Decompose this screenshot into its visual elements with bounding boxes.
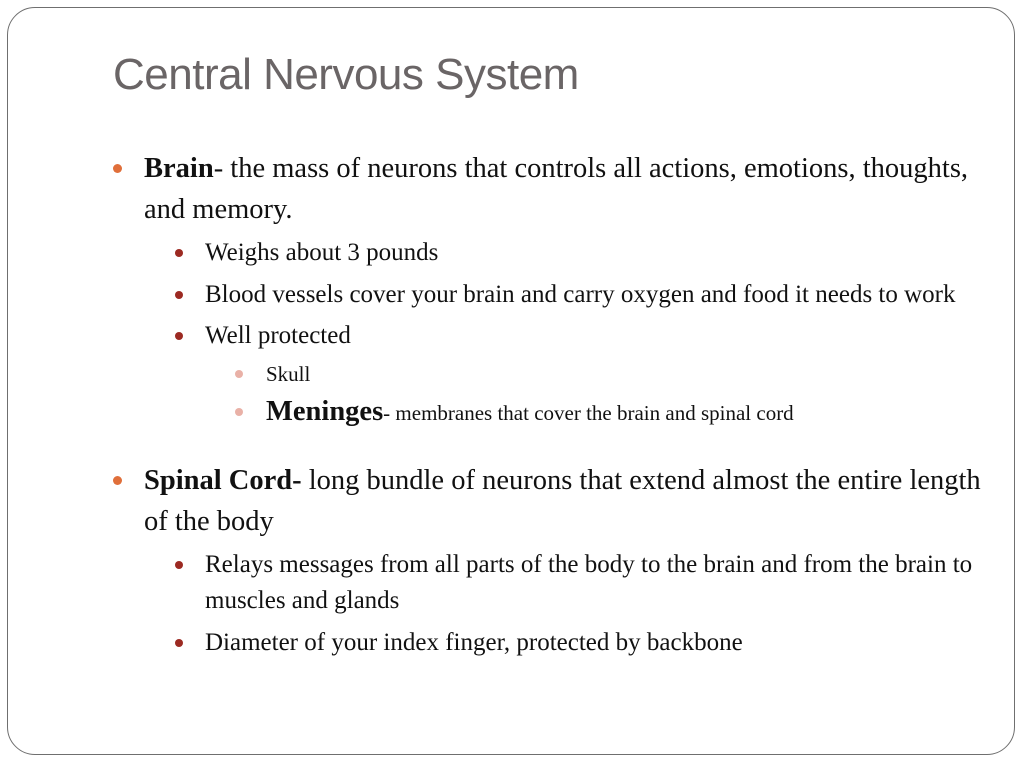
sub-sub-bullet-list	[235, 355, 983, 432]
bullet-dot-icon	[175, 332, 183, 340]
sub-sub-bullet	[235, 355, 983, 393]
sub-sub-bullet-text: - membranes that cover the brain and spinal cord	[383, 400, 794, 425]
bullet-text: long bundle of neurons that extend almost the entire length of the body	[144, 464, 981, 537]
sub-bullet	[175, 318, 983, 432]
sub-bullet-list	[175, 547, 983, 662]
bullet-dot-icon	[113, 476, 122, 485]
bullet-dot-icon	[175, 561, 183, 569]
bullet-dot-icon	[235, 408, 243, 416]
sub-bullet	[175, 277, 983, 314]
bullet-dot-icon	[175, 291, 183, 299]
sub-bullet	[175, 625, 983, 662]
sub-sub-bullet-lead: Meninges	[266, 395, 384, 427]
sub-bullet-text: Blood vessels cover your brain and carry oxygen and food it needs to work	[205, 280, 956, 308]
bullet-list	[113, 148, 983, 661]
sub-bullet-text: Weighs about 3 pounds	[205, 239, 439, 266]
sub-sub-bullet-text: Skull	[266, 361, 311, 386]
bullet-lead: Spinal Cord-	[144, 464, 302, 496]
slide-content	[113, 148, 983, 661]
bullet-spinal-cord	[113, 460, 983, 662]
bullet-text: - the mass of neurons that controls all actions, emotions, thoughts, and memory.	[144, 153, 969, 225]
bullet-lead: Brain	[144, 153, 214, 184]
bullet-dot-icon	[175, 639, 183, 647]
sub-bullet	[175, 547, 983, 620]
sub-bullet	[175, 235, 983, 272]
bullet-dot-icon	[113, 164, 122, 173]
sub-bullet-text: Relays messages from all parts of the body to the brain and from the brain to muscles and glands	[205, 550, 973, 614]
sub-bullet-list	[175, 235, 983, 432]
sub-sub-bullet	[235, 393, 983, 432]
sub-bullet-text: Well protected	[205, 322, 351, 349]
sub-bullet-text: Diameter of your index finger, protected by backbone	[205, 628, 743, 656]
bullet-brain	[113, 148, 983, 432]
bullet-dot-icon	[235, 370, 243, 378]
bullet-dot-icon	[175, 249, 183, 257]
slide-title: Central Nervous System	[113, 50, 579, 99]
